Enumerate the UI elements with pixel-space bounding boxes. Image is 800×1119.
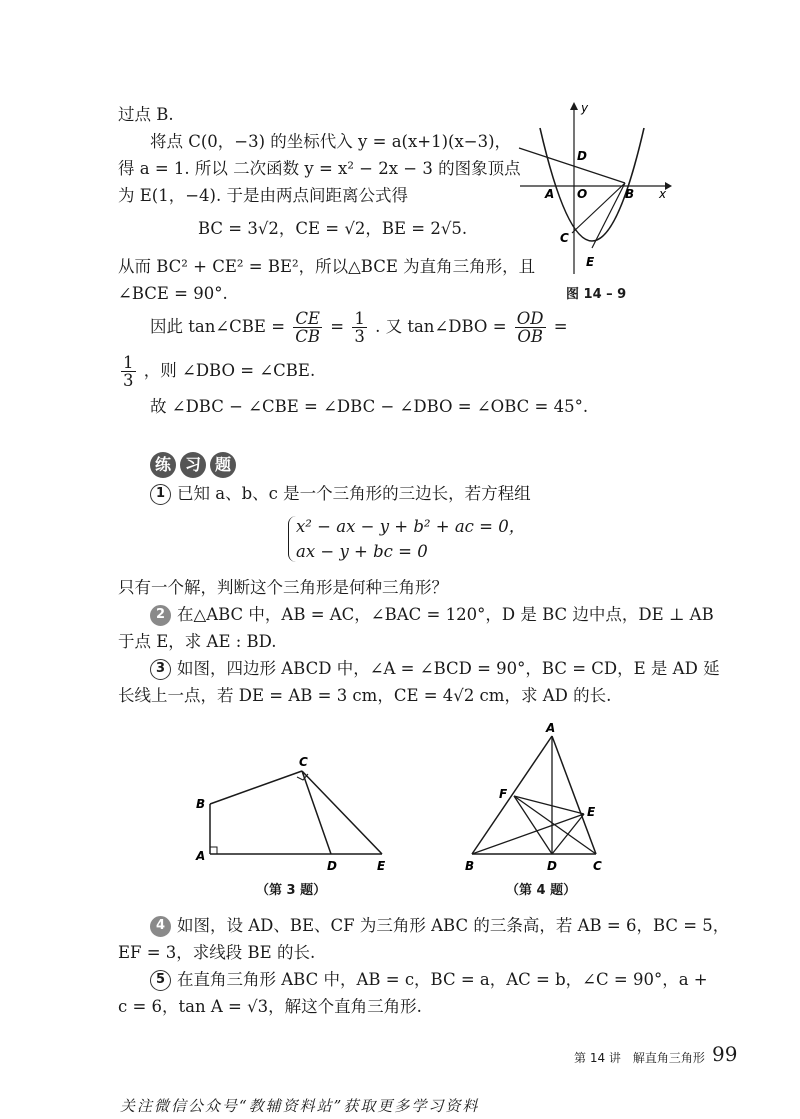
fraction-ce-cb: $\frac{CE}{CB}$ [295, 309, 321, 346]
fig4-label-e: E [587, 805, 596, 819]
exercise-5-line-2: c = 6，tan A = √3，解这个直角三角形. [118, 997, 422, 1016]
footer-section-label: 第 14 讲 解直角三角形 [574, 1051, 705, 1065]
exercise-2-number: 2 [150, 605, 171, 626]
exercise-4-line-2: EF = 3，求线段 BE 的长. [118, 943, 316, 962]
tan-cbe-label: 因此 tan∠CBE = [150, 317, 286, 336]
equals-sign-2: = [553, 317, 568, 336]
label-b: B [625, 187, 635, 201]
exercises-heading-char-3: 题 [210, 452, 236, 478]
figure-exercise-3 [190, 750, 400, 875]
page-number: 99 [712, 1042, 738, 1066]
exercises-heading-char-2: 习 [180, 452, 206, 478]
fraction-od-ob: $\frac{OD}{OB}$ [516, 309, 544, 346]
equation-2: ax − y + bc = 0 [296, 542, 428, 561]
figure-4-caption: （第 4 题） [506, 883, 577, 898]
figure-3-caption: （第 3 题） [256, 883, 327, 898]
bottom-watermark-note: 关注微信公众号“教辅资料站”获取更多学习资料 [120, 1097, 480, 1115]
fraction-one-third-2: $\frac{1}{3}$ [123, 353, 134, 390]
exercise-5: 5 在直角三角形 ABC 中，AB = c，BC = a，AC = b，∠C = 90°，a + [150, 969, 708, 991]
fig3-label-e: E [377, 859, 386, 873]
fig4-label-c: C [593, 859, 602, 873]
exercise-1-tail: 只有一个解，判断这个三角形是何种三角形？ [118, 578, 448, 597]
fig3-label-b: B [196, 797, 206, 811]
fraction-one-third: $\frac{1}{3}$ [354, 309, 365, 346]
exercise-2-line-2: 于点 E，求 AE : BD. [118, 632, 277, 651]
label-d: D [577, 149, 587, 163]
label-x: x [659, 187, 667, 201]
solution-line-9: $\frac{1}{3}$ ，则 ∠DBO = ∠CBE. [123, 353, 316, 390]
exercise-2: 2 在△ABC 中，AB = AC，∠BAC = 120°，D 是 BC 边中点，DE ⊥ AB [150, 604, 714, 626]
exercises-heading-char-1: 练 [150, 452, 176, 478]
fig3-label-c: C [299, 755, 308, 769]
fig4-label-a: A [546, 721, 556, 735]
solution-line-1: 过点 B. [118, 105, 174, 124]
exercise-4: 4 如图，设 AD、BE、CF 为三角形 ABC 的三条高，若 AB = 6，BC = 5， [150, 915, 729, 937]
fig4-label-d: D [547, 859, 557, 873]
exercise-3: 3 如图，四边形 ABCD 中，∠A = ∠BCD = 90°，BC = CD，E 是 AD 延 [150, 658, 720, 680]
label-e: E [586, 255, 595, 269]
segment-bc [210, 771, 302, 804]
equals-sign: = [330, 317, 345, 336]
figure-14-9-caption: 图 14 – 9 [566, 287, 627, 302]
line-through-d-b [519, 148, 625, 183]
exercise-1: 1 已知 a、b、c 是一个三角形的三边长，若方程组 [150, 483, 531, 505]
figure-14-9 [515, 98, 675, 283]
solution-line-3: 得 a = 1. 所以 二次函数 y = x² − 2x − 3 的图象顶点 [118, 159, 521, 178]
equation-1: x² − ax − y + b² + ac = 0， [296, 517, 526, 536]
exercises-heading [150, 452, 236, 478]
exercise-5-number: 5 [150, 970, 171, 991]
solution-line-4: 为 E(1，−4). 于是由两点间距离公式得 [118, 186, 408, 205]
fig4-label-b: B [465, 859, 475, 873]
fig3-label-a: A [196, 849, 206, 863]
solution-line-6: 从而 BC² + CE² = BE²，所以△BCE 为直角三角形，且 [118, 257, 536, 276]
altitude-cf [514, 796, 596, 854]
tan-dbo-label: . 又 tan∠DBO = [375, 317, 507, 336]
fig4-label-f: F [499, 787, 508, 801]
figure-exercise-4 [455, 718, 625, 876]
label-y: y [581, 101, 589, 115]
solution-line-2: 将点 C(0，−3) 的坐标代入 y = a(x+1)(x−3)， [150, 132, 512, 151]
parabola-curve [540, 128, 644, 241]
fig3-label-d: D [327, 859, 337, 873]
exercise-4-number: 4 [150, 916, 171, 937]
y-axis-arrow [570, 102, 578, 110]
segment-ce [302, 771, 382, 854]
tan-comparison-line [150, 310, 568, 345]
label-o: O [577, 187, 588, 201]
exercise-3-line-2: 长线上一点，若 DE = AB = 3 cm，CE = 4√2 cm，求 AD 的长. [118, 686, 612, 705]
solution-line-7: ∠BCE = 90°. [118, 284, 228, 303]
exercise-3-number: 3 [150, 659, 171, 680]
segment-be [592, 183, 625, 248]
side-ac [552, 736, 596, 854]
segment-cd [302, 771, 331, 854]
label-a: A [545, 187, 555, 201]
distance-results: BC = 3√2，CE = √2，BE = 2√5. [198, 219, 468, 238]
right-angle-a [210, 847, 217, 854]
exercise-1-number: 1 [150, 484, 171, 505]
conclusion-line: 故 ∠DBC − ∠CBE = ∠DBC − ∠DBO = ∠OBC = 45°. [150, 397, 589, 416]
label-c: C [560, 231, 569, 245]
